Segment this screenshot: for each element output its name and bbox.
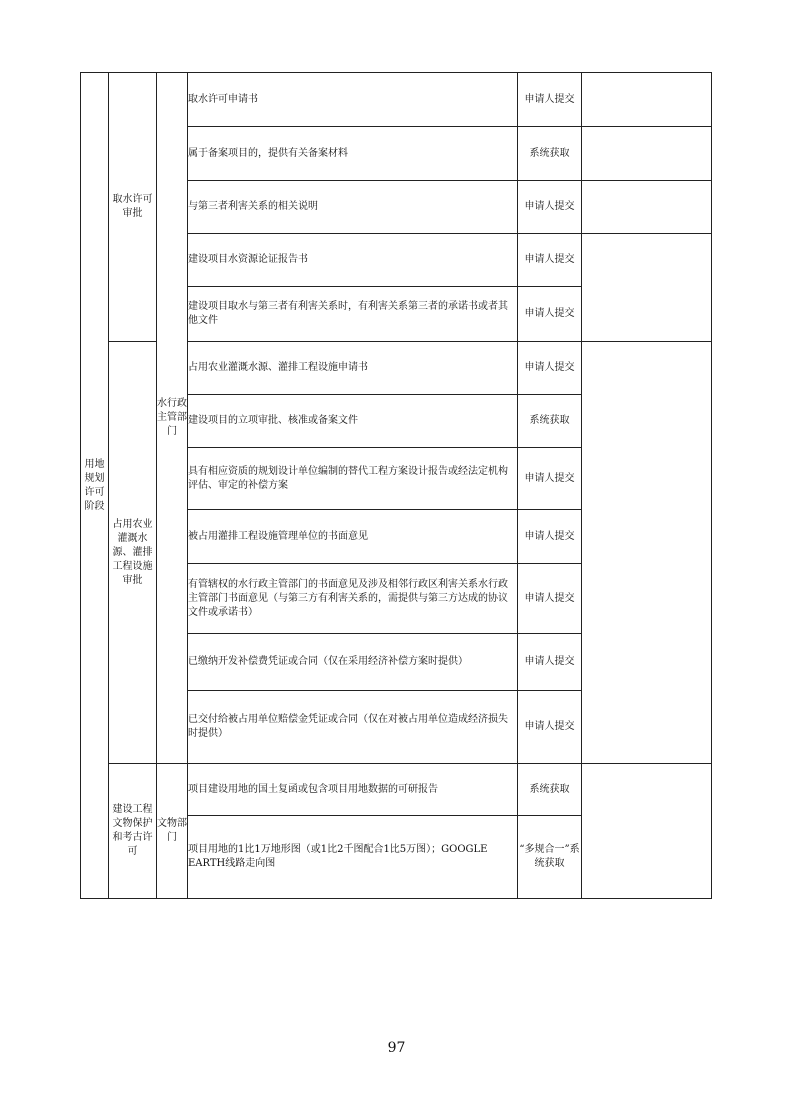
page-number: 97	[387, 1040, 406, 1056]
source-cell: 申请人提交	[518, 181, 582, 234]
dept-cell-relics: 文物部门	[157, 764, 188, 899]
source-cell: 申请人提交	[518, 342, 582, 395]
table-row	[81, 764, 712, 816]
source-cell: 申请人提交	[518, 510, 582, 564]
item-cell-relics: 建设工程文物保护和考古许可	[109, 764, 157, 899]
item-cell-water-permit: 取水许可审批	[109, 73, 157, 342]
stage-cell: 用地规划许可阶段	[81, 73, 109, 899]
source-cell: 申请人提交	[518, 691, 582, 764]
source-cell: 申请人提交	[518, 287, 582, 342]
material-cell: 具有相应资质的规划设计单位编制的替代工程方案设计报告或经法定机构评估、审定的补偿方案	[188, 448, 518, 510]
remark-cell	[582, 181, 712, 234]
source-cell: 申请人提交	[518, 234, 582, 287]
remark-cell	[582, 73, 712, 127]
material-cell: 与第三者利害关系的相关说明	[188, 181, 518, 234]
material-cell: 项目用地的1比1万地形图（或1比2千图配合1比5万图）；GOOGLE EARTH线路走向图	[188, 816, 518, 899]
material-cell: 建设项目水资源论证报告书	[188, 234, 518, 287]
material-cell: 属于备案项目的，提供有关备案材料	[188, 127, 518, 181]
source-cell: 系统获取	[518, 764, 582, 816]
source-cell: 申请人提交	[518, 73, 582, 127]
material-cell: 建设项目的立项审批、核准或备案文件	[188, 395, 518, 448]
source-cell: 申请人提交	[518, 634, 582, 691]
material-cell: 已交付给被占用单位赔偿金凭证或合同（仅在对被占用单位造成经济损失时提供）	[188, 691, 518, 764]
source-cell: “多规合一”系统获取	[518, 816, 582, 899]
material-cell: 取水许可申请书	[188, 73, 518, 127]
remark-cell	[582, 234, 712, 342]
dept-cell-water: 水行政主管部门	[157, 73, 188, 764]
material-cell: 占用农业灌溉水源、灌排工程设施申请书	[188, 342, 518, 395]
source-cell: 申请人提交	[518, 564, 582, 634]
material-cell: 已缴纳开发补偿费凭证或合同（仅在采用经济补偿方案时提供）	[188, 634, 518, 691]
material-cell: 项目建设用地的国土复函或包含项目用地数据的可研报告	[188, 764, 518, 816]
source-cell: 系统获取	[518, 127, 582, 181]
source-cell: 系统获取	[518, 395, 582, 448]
material-cell: 建设项目取水与第三者有利害关系时，有利害关系第三者的承诺书或者其他文件	[188, 287, 518, 342]
material-cell: 被占用灌排工程设施管理单位的书面意见	[188, 510, 518, 564]
remark-cell	[582, 127, 712, 181]
table-row	[81, 73, 712, 127]
remark-cell	[582, 764, 712, 899]
materials-table	[80, 72, 712, 899]
item-cell-irrigation: 占用农业灌溉水源、灌排工程设施审批	[109, 342, 157, 764]
remark-cell	[582, 342, 712, 764]
material-cell: 有管辖权的水行政主管部门的书面意见及涉及相邻行政区利害关系水行政主管部门书面意见（与第三方有利害关系的，需提供与第三方达成的协议文件或承诺书）	[188, 564, 518, 634]
source-cell: 申请人提交	[518, 448, 582, 510]
